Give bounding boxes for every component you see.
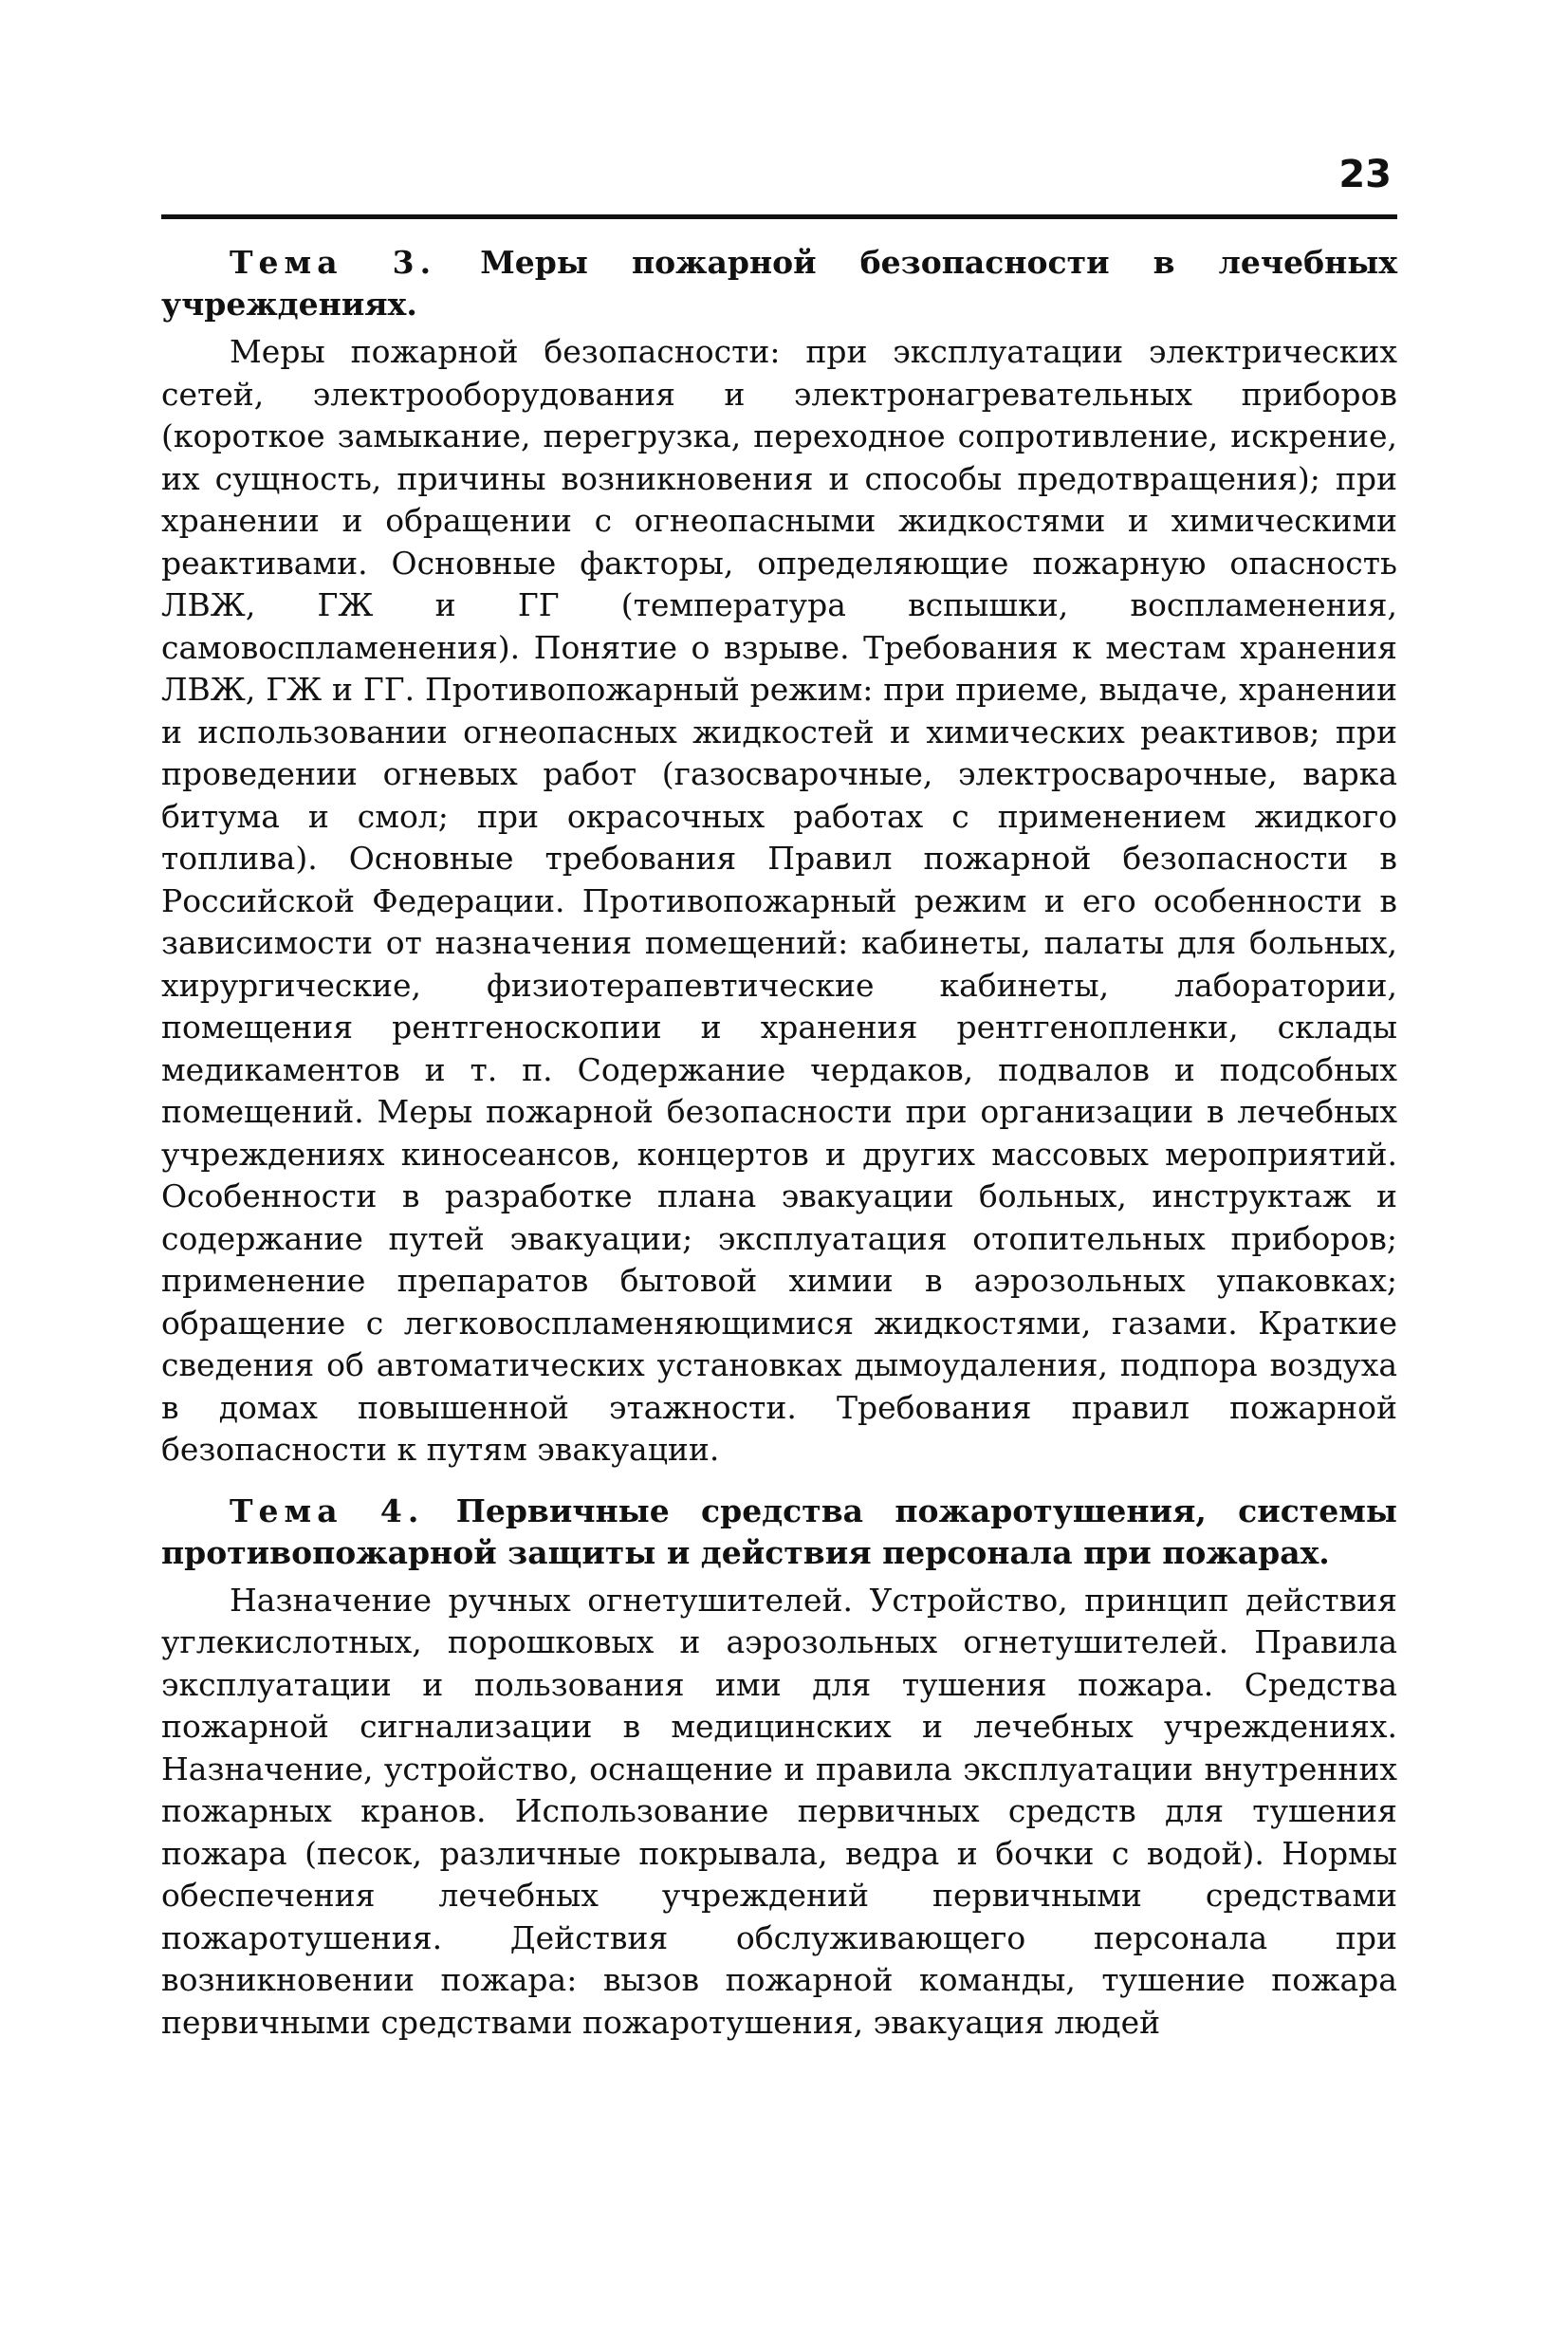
- topic-4-section: [161, 1491, 1397, 2045]
- topic-4-heading-lead: Тема 4.: [230, 1491, 425, 1529]
- topic-3-body: Меры пожарной безопасности: при эксплуатации электрических сетей, электрооборудования и электронагревательных приборов (короткое замыкание, перегрузка, переходное сопротивление, искрение, их сущность, причины возникновения и способы предотвращения); при хранении и обращении с огнеопасными жидкостями и химическими реактивами. Основные факторы, определяющие пожарную опасность ЛВЖ, ГЖ и ГГ (температура вспышки, воспламенения, самовоспламенения). Понятие о взрыве. Требования к местам хранения ЛВЖ, ГЖ и ГГ. Противопожарный режим: при приеме, выдаче, хранении и использовании огнеопасных жидкостей и химических реактивов; при проведении огневых работ (газосварочные, электросварочные, варка битума и смол; при окрасочных работах с применением жидкого топлива). Основные требования Правил пожарной безопасности в Российской Федерации. Противопожарный режим и его особенности в зависимости от назначения помещений: кабинеты, палаты для больных, хирургические, физиотерапевтические кабинеты, лаборатории, помещения рентгеноскопии и хранения рентгенопленки, склады медикаментов и т. п. Содержание чердаков, подвалов и подсобных помещений. Меры пожарной безопасности при организации в лечебных учреждениях киносеансов, концертов и других массовых мероприятий. Особенности в разработке плана эвакуации больных, инструктаж и содержание путей эвакуации; эксплуатация отопительных приборов; применение препаратов бытовой химии в аэрозольных упаковках; обращение с легковоспламеняющимися жидкостями, газами. Краткие сведения об автоматических установках дымоудаления, подпора воздуха в домах повышенной этажности. Требования правил пожарной безопасности к путям эвакуации.: [161, 333, 1397, 1468]
- topic-3-section: [161, 242, 1397, 1472]
- topic-4-body: Назначение ручных огнетушителей. Устройство, принцип действия углекислотных, порошковых и аэрозольных огнетушителей. Правила эксплуатации и пользования ими для тушения пожара. Средства пожарной сигнализации в медицинских и лечебных учреждениях. Назначение, устройство, оснащение и правила эксплуатации внутренних пожарных кранов. Использование первичных средств для тушения пожара (песок, различные покрывала, ведра и бочки с водой). Нормы обеспечения лечебных учреждений первичными средствами пожаротушения. Действия обслуживающего персонала при возникновении пожара: вызов пожарной команды, тушение пожара первичными средствами пожаротушения, эвакуация людей: [161, 1581, 1397, 2041]
- page-number: 23: [1338, 153, 1392, 196]
- topic-3-heading: [161, 242, 1397, 325]
- topic-4-heading-text: Первичные средства пожаротушения, системы противопожарной защиты и действия персонала при пожарах.: [161, 1491, 1397, 1571]
- header-rule: [161, 214, 1397, 219]
- topic-3-heading-lead: Тема 3.: [230, 244, 437, 281]
- topic-3-heading-text: Меры пожарной безопасности в лечебных учреждениях.: [161, 244, 1397, 323]
- book-page: [161, 152, 1397, 2063]
- topic-4-heading: [161, 1491, 1397, 1574]
